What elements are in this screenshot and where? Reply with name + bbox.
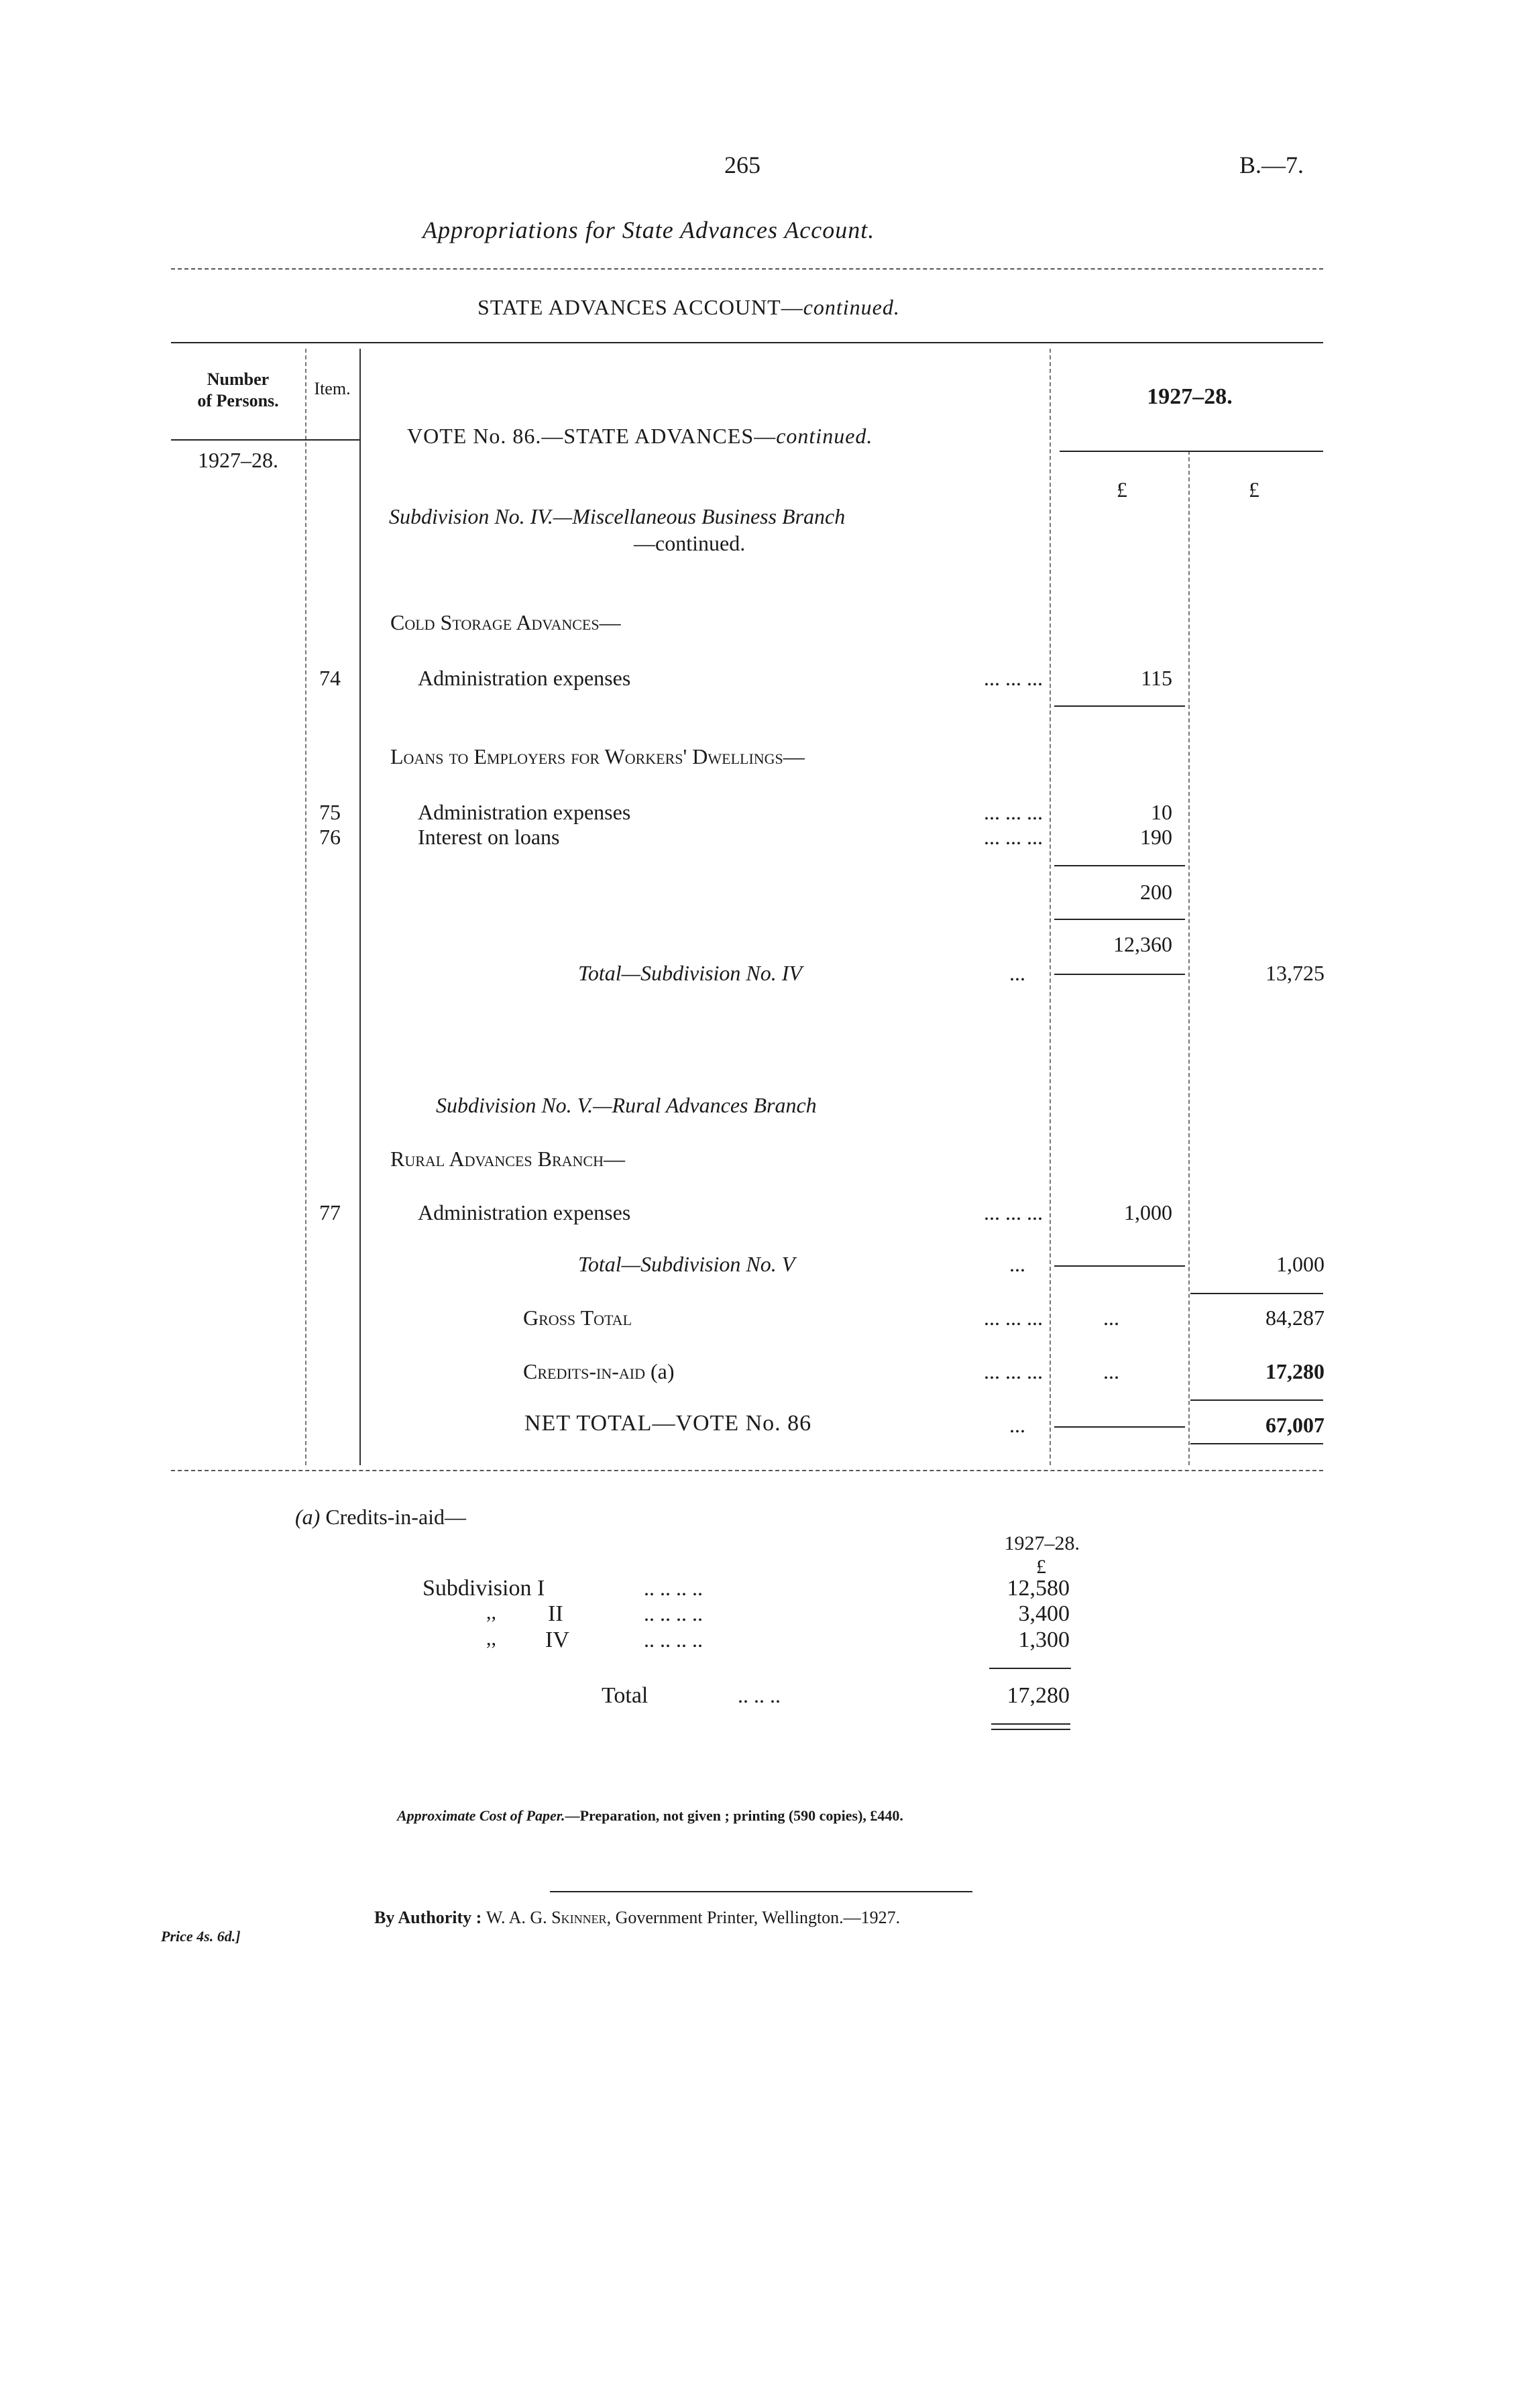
rural-admin-amount: 1,000 <box>1124 1200 1172 1224</box>
footnote-currency: £ <box>1036 1556 1046 1578</box>
footnote-row-ii-dots: .. .. .. .. <box>644 1601 703 1625</box>
footnote-total-rule-top <box>989 1668 1071 1669</box>
item-header: Item. <box>314 379 351 398</box>
persons-column-divider <box>305 349 306 1465</box>
loans-admin-leader: ... ... ... <box>984 800 1043 824</box>
rural-admin-leader: ... ... ... <box>984 1200 1043 1224</box>
gross-total-leader: ... ... ... <box>984 1306 1043 1330</box>
currency-column-1: £ <box>1117 477 1127 502</box>
total-iv-col2-amount: 13,725 <box>1265 961 1325 985</box>
loans-interest-label: Interest on loans <box>418 825 560 849</box>
net-total-col1-rule <box>1054 1426 1185 1428</box>
loans-subtotal-rule-top <box>1054 865 1185 866</box>
footnote-year: 1927–28. <box>1004 1532 1080 1554</box>
subdivision-iv-continued: —continued. <box>634 531 746 555</box>
footnote-total-amount: 17,280 <box>1007 1683 1070 1708</box>
cost-of-paper-note <box>397 1807 903 1825</box>
credits-in-aid-rule <box>1190 1399 1323 1401</box>
credits-in-aid-col1: ... <box>1103 1359 1119 1383</box>
persons-header-rule <box>171 439 305 441</box>
total-iv-rule <box>1054 974 1185 975</box>
footnote-row-subdivision-i-label: Subdivision I <box>422 1576 545 1601</box>
total-iv-col1-amount: 12,360 <box>1113 932 1172 956</box>
item-header-rule <box>305 439 359 441</box>
loans-employers-heading: Loans to Employers for Workers' Dwellings— <box>390 744 805 768</box>
footnote-row-iv-amount: 1,300 <box>1018 1627 1070 1652</box>
loans-admin-label: Administration expenses <box>418 800 631 824</box>
loans-subtotal-amount: 200 <box>1140 880 1172 904</box>
cold-storage-leader: ... ... ... <box>984 666 1043 690</box>
total-iv-leader: ... <box>1009 961 1025 985</box>
vote-title-main: VOTE No. 86.—STATE ADVANCES— <box>407 424 777 448</box>
total-v-rule <box>1054 1265 1185 1267</box>
number-of-persons-line1: Number <box>207 369 270 389</box>
footnote-row-ii-amount: 3,400 <box>1018 1601 1070 1626</box>
vote-title-continued: continued. <box>776 424 873 448</box>
price-note: Price 4s. 6d.] <box>161 1928 241 1945</box>
footnote-row-subdivision-i-amount: 12,580 <box>1007 1576 1070 1601</box>
gross-total-amount: 84,287 <box>1265 1306 1325 1330</box>
year-header-rule <box>1060 451 1323 452</box>
printer-details: , Government Printer, Wellington.—1927. <box>606 1908 901 1927</box>
footnote-total-rule-double-2 <box>991 1729 1070 1730</box>
footnote-total-label: Total <box>602 1683 649 1708</box>
number-of-persons-header <box>171 369 305 412</box>
subdivision-v-title: Subdivision No. V.—Rural Advances Branch <box>436 1093 817 1117</box>
item-number-75: 75 <box>319 800 341 824</box>
authority-rule <box>550 1891 972 1892</box>
year-header: 1927–28. <box>1147 384 1233 409</box>
subdivision-iv-title: Subdivision No. IV.—Miscellaneous Business Branch <box>389 504 846 528</box>
footnote-row-ii-ditto: ,, <box>486 1601 496 1623</box>
printer-authority <box>374 1908 900 1928</box>
document-code: B.—7. <box>1239 152 1304 178</box>
footnote-heading <box>295 1505 466 1530</box>
persons-year: 1927–28. <box>198 448 278 472</box>
credits-in-aid-label: Credits-in-aid <box>523 1359 645 1383</box>
footnote-row-ii-label: II <box>548 1601 563 1626</box>
total-v-amount: 1,000 <box>1276 1252 1325 1276</box>
gross-total-label: Gross Total <box>523 1306 632 1330</box>
page-title: Appropriations for State Advances Account. <box>422 217 875 243</box>
item-number-77: 77 <box>319 1200 341 1224</box>
gross-total-rule <box>1190 1293 1323 1294</box>
footnote-ref: (a) <box>295 1505 321 1529</box>
credits-in-aid-note-ref: (a) <box>650 1359 675 1383</box>
number-of-persons-line2: of Persons. <box>197 391 279 410</box>
net-total-leader: ... <box>1009 1413 1025 1437</box>
footnote-row-iv-dots: .. .. .. .. <box>644 1627 703 1652</box>
total-iv-label: Total—Subdivision No. IV <box>578 961 802 985</box>
cold-storage-admin-label: Administration expenses <box>418 666 631 690</box>
vote-title <box>407 424 872 449</box>
credits-in-aid-row-label <box>523 1359 675 1384</box>
rural-advances-heading: Rural Advances Branch— <box>390 1147 625 1171</box>
net-total-amount: 67,007 <box>1265 1413 1325 1437</box>
footnote-row-subdivision-i-dots: .. .. .. .. <box>644 1576 703 1600</box>
total-v-leader: ... <box>1009 1252 1025 1276</box>
gross-total-col1: ... <box>1103 1306 1119 1330</box>
footnote-row-iv-label: IV <box>545 1627 569 1652</box>
credits-in-aid-amount: 17,280 <box>1265 1359 1325 1383</box>
footnote-total-dots: .. .. .. <box>738 1683 781 1707</box>
item-number-74: 74 <box>319 666 341 690</box>
credits-in-aid-leader: ... ... ... <box>984 1359 1043 1383</box>
cold-storage-admin-amount: 115 <box>1141 666 1172 690</box>
printer-name: W. A. G. Skinner <box>486 1908 607 1927</box>
rural-admin-label: Administration expenses <box>418 1200 631 1224</box>
table-top-rule <box>171 342 1323 343</box>
loans-subtotal-rule-bottom <box>1054 919 1185 920</box>
account-heading-continued: continued. <box>803 295 900 319</box>
footnote-row-iv-ditto: ,, <box>486 1627 496 1650</box>
account-heading-main: STATE ADVANCES ACCOUNT— <box>477 295 803 319</box>
footnote-total-rule-double-1 <box>991 1723 1070 1725</box>
loans-admin-amount: 10 <box>1151 800 1172 824</box>
authority-label: By Authority : <box>374 1908 482 1927</box>
item-number-76: 76 <box>319 825 341 849</box>
net-total-label: NET TOTAL—VOTE No. 86 <box>524 1411 812 1436</box>
cost-of-paper-label: Approximate Cost of Paper. <box>397 1807 565 1824</box>
account-heading <box>477 295 900 320</box>
cost-of-paper-text: —Preparation, not given ; printing (590 copies), £440. <box>565 1807 903 1824</box>
header-rule <box>171 268 1323 270</box>
total-v-label: Total—Subdivision No. V <box>578 1252 795 1276</box>
page-number: 265 <box>724 152 760 178</box>
loans-interest-amount: 190 <box>1140 825 1172 849</box>
currency-column-2: £ <box>1249 477 1259 502</box>
loans-interest-leader: ... ... ... <box>984 825 1043 849</box>
table-bottom-rule <box>171 1470 1323 1471</box>
cold-storage-heading: Cold Storage Advances— <box>390 610 621 634</box>
net-total-rule <box>1190 1443 1323 1444</box>
cold-storage-rule <box>1054 705 1185 707</box>
footnote-title: Credits-in-aid— <box>325 1505 467 1529</box>
description-column-divider <box>1050 349 1051 1465</box>
amount-column-divider <box>1188 451 1190 1465</box>
item-column-divider <box>359 349 361 1465</box>
